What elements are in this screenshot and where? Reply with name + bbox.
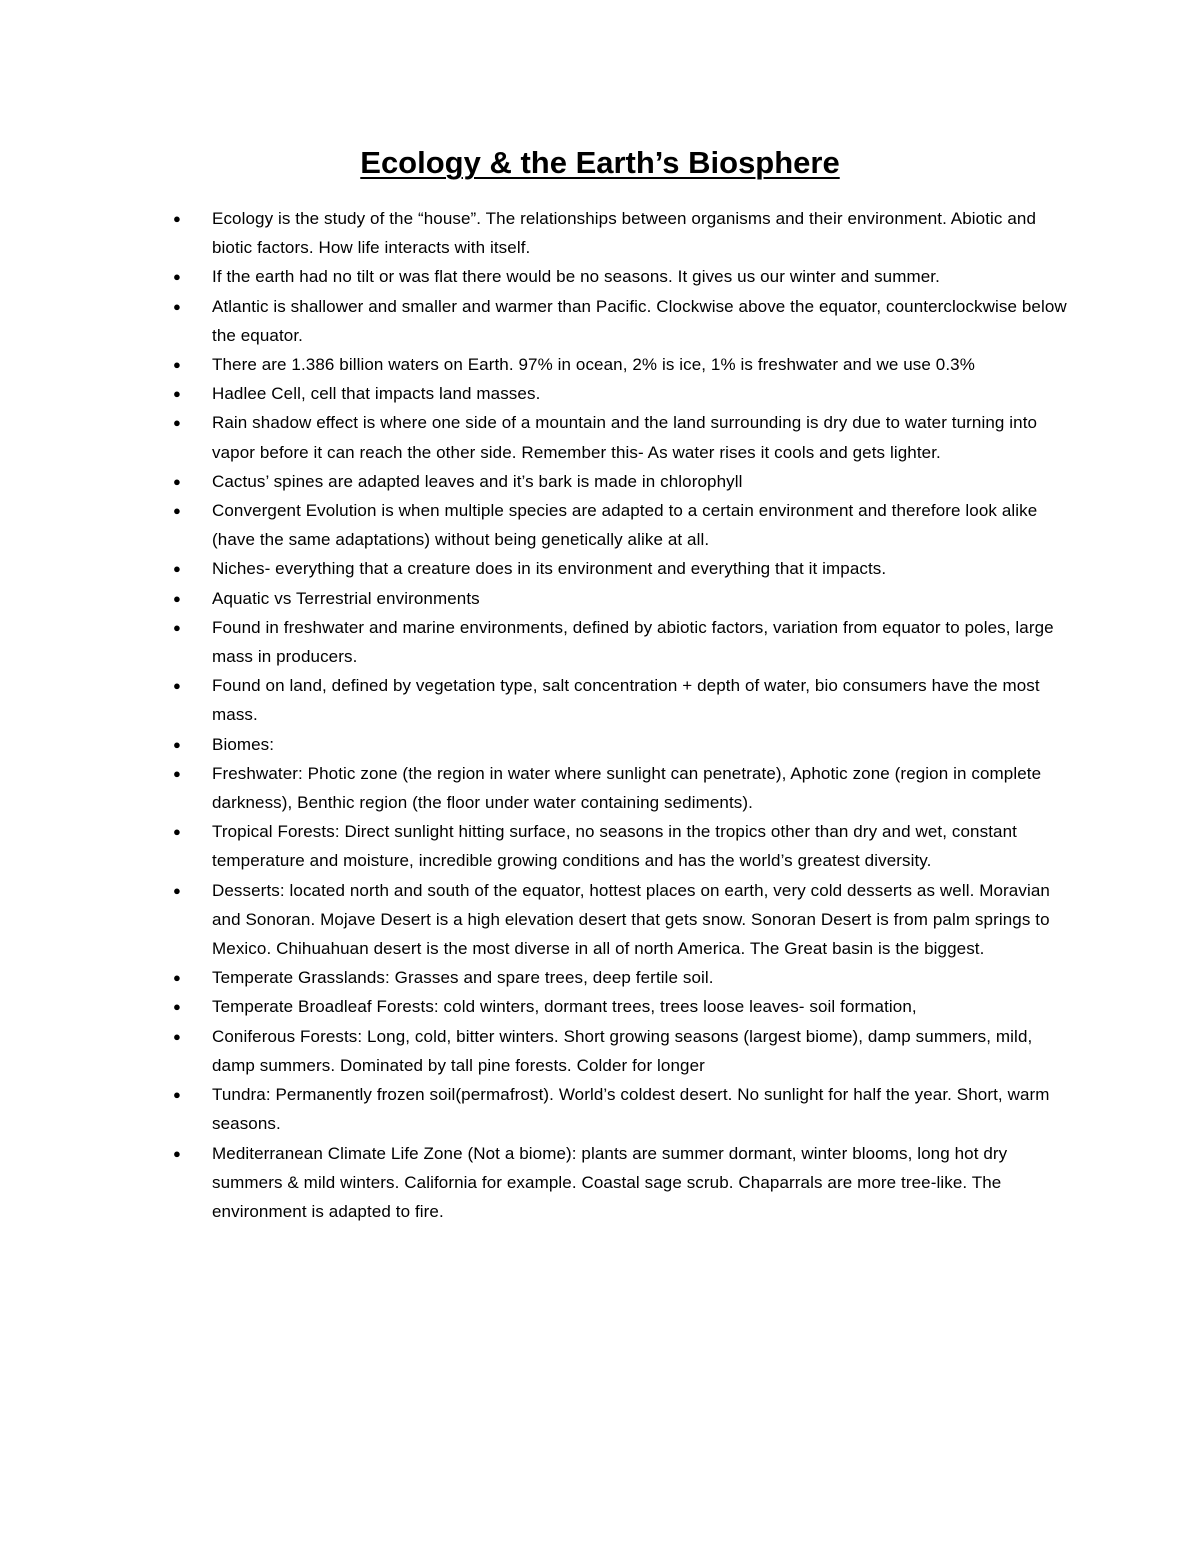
bullet-icon: ● (173, 386, 181, 402)
bullet-icon: ● (173, 269, 181, 285)
bullet-icon: ● (173, 211, 181, 226)
list-item (173, 963, 1072, 992)
bullet-icon: ● (173, 824, 181, 840)
list-item (173, 204, 1072, 262)
bullet-list (173, 204, 1072, 1226)
list-item-text: Coniferous Forests: Long, cold, bitter winters. Short growing seasons (largest biome), damp summers, mild, damp summers. Dominated by tall pine forests. Colder for longer (212, 1026, 1033, 1075)
list-item-text: Niches- everything that a creature does in its environment and everything that it impacts. (212, 559, 887, 579)
list-item-text: Temperate Broadleaf Forests: cold winters, dormant trees, trees loose leaves- soil formation, (212, 997, 917, 1017)
list-item (173, 584, 1072, 613)
list-item (173, 671, 1072, 729)
list-item-text: Desserts: located north and south of the equator, hottest places on earth, very cold desserts as well. Moravian and Sonoran. Mojave Desert is a high elevation desert that gets snow. Sonoran Desert is from palm springs to Mexico. Chihuahuan desert is the most diverse in all of north America. The Great basin is the biggest. (212, 880, 1050, 959)
bullet-icon: ● (173, 970, 181, 986)
list-item (173, 1022, 1072, 1080)
list-item-text: Ecology is the study of the “house”. The relationships between organisms and their environment. Abiotic and biotic factors. How life interacts with itself. (212, 209, 1037, 258)
list-item (173, 876, 1072, 964)
list-item-text: Atlantic is shallower and smaller and warmer than Pacific. Clockwise above the equator, counterclockwise below the equator. (212, 296, 1067, 345)
bullet-icon: ● (173, 298, 181, 314)
list-item-text: Convergent Evolution is when multiple species are adapted to a certain environment and therefore look alike (have the same adaptations) without being genetically alike at all. (212, 501, 1038, 550)
bullet-icon: ● (173, 473, 181, 489)
bullet-icon: ● (173, 1145, 181, 1161)
list-item (173, 262, 1072, 291)
list-item (173, 759, 1072, 817)
list-item (173, 554, 1072, 583)
list-item-text: Cactus’ spines are adapted leaves and it’s bark is made in chlorophyll (212, 471, 743, 491)
list-item-text: Aquatic vs Terrestrial environments (212, 588, 480, 608)
list-item-text: Hadlee Cell, cell that impacts land masses. (212, 384, 541, 404)
bullet-icon: ● (173, 678, 181, 694)
list-item-text: Rain shadow effect is where one side of a mountain and the land surrounding is dry due to water turning into vapor before it can reach the other side. Remember this- As water rises it cools and gets lighter. (212, 413, 1038, 462)
list-item-text: Temperate Grasslands: Grasses and spare trees, deep fertile soil. (212, 968, 714, 988)
document-title: Ecology & the Earth’s Biosphere (360, 145, 840, 180)
list-item-text: Tropical Forests: Direct sunlight hitting surface, no seasons in the tropics other than dry and wet, constant temperature and moisture, incredible growing conditions and has the world’s greatest diversity. (212, 822, 1017, 871)
bullet-icon: ● (173, 415, 181, 431)
list-item (173, 817, 1072, 875)
list-item-text: Tundra: Permanently frozen soil(permafrost). World’s coldest desert. No sunlight for half the year. Short, warm seasons. (212, 1085, 1050, 1134)
list-item (173, 1080, 1072, 1138)
list-item-text: If the earth had no tilt or was flat there would be no seasons. It gives us our winter and summer. (212, 267, 940, 287)
list-item-text: There are 1.386 billion waters on Earth. 97% in ocean, 2% is ice, 1% is freshwater and we use 0.3% (212, 355, 975, 375)
bullet-icon: ● (173, 882, 181, 898)
list-item-text: Biomes: (212, 734, 275, 754)
bullet-icon: ● (173, 590, 181, 606)
list-item (173, 467, 1072, 496)
bullet-icon: ● (173, 1087, 181, 1103)
list-item (173, 730, 1072, 759)
bullet-icon: ● (173, 765, 181, 781)
bullet-icon: ● (173, 357, 181, 373)
list-item (173, 496, 1072, 554)
list-item-text: Freshwater: Photic zone (the region in water where sunlight can penetrate), Aphotic zone (region in complete darkness), Benthic region (the floor under water containing sediments). (212, 763, 1042, 813)
list-item (173, 613, 1072, 671)
bullet-icon: ● (173, 619, 181, 635)
list-item-text: Found in freshwater and marine environments, defined by abiotic factors, variation from equator to poles, large mass in producers. (212, 617, 1054, 667)
list-item-text: Found on land, defined by vegetation type, salt concentration + depth of water, bio consumers have the most mass. (212, 676, 1040, 725)
bullet-icon: ● (173, 999, 181, 1015)
list-item (173, 408, 1072, 466)
list-item (173, 379, 1072, 408)
bullet-icon: ● (173, 503, 181, 519)
list-item (173, 1139, 1072, 1227)
list-item-text: Mediterranean Climate Life Zone (Not a biome): plants are summer dormant, winter blooms, long hot dry summers & mild winters. California for example. Coastal sage scrub. Chaparrals are more tree-like. The environment is adapted to fire. (212, 1143, 1008, 1221)
bullet-icon: ● (173, 561, 181, 577)
list-item (173, 350, 1072, 379)
bullet-icon: ● (173, 736, 181, 752)
list-item (173, 992, 1072, 1021)
bullet-icon: ● (173, 1028, 181, 1044)
list-item (173, 292, 1072, 350)
